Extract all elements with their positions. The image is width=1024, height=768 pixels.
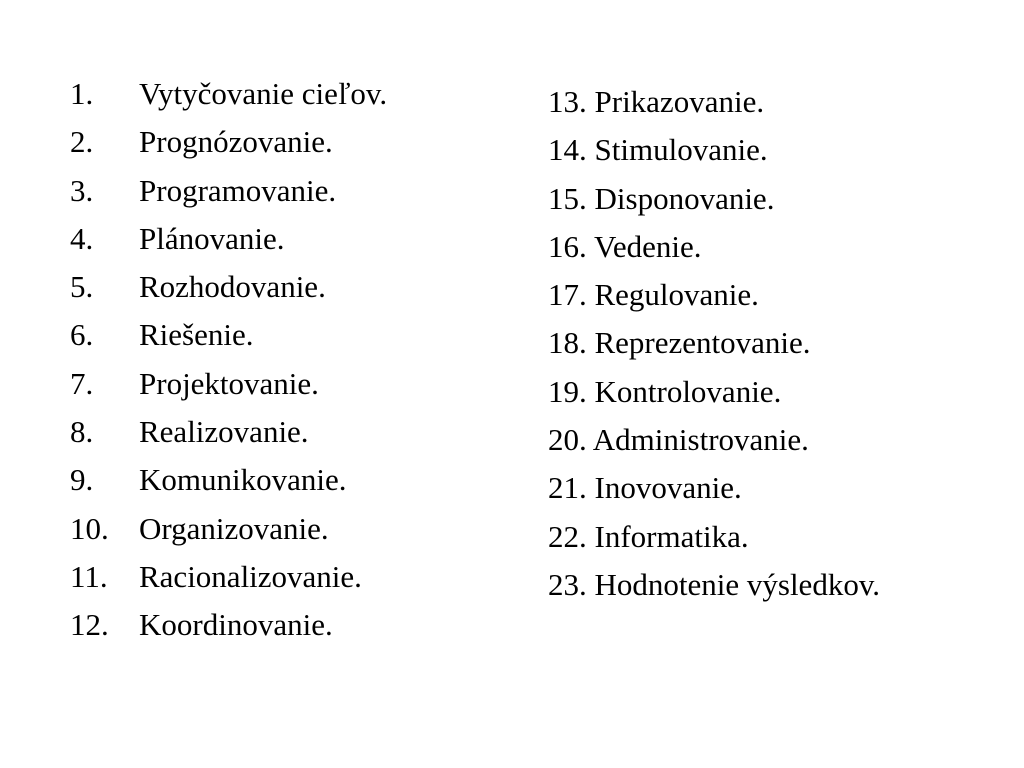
- item-number: 21.: [548, 470, 587, 506]
- list-item: [70, 263, 387, 311]
- list-item: [70, 601, 387, 649]
- item-text: Rozhodovanie.: [139, 269, 326, 305]
- item-text: Regulovanie.: [594, 277, 759, 313]
- item-number: 13.: [548, 84, 587, 119]
- item-text: Hodnotenie výsledkov.: [594, 566, 881, 602]
- list-item: [548, 126, 880, 174]
- item-text: Racionalizovanie.: [139, 558, 362, 594]
- item-number: 4.: [70, 220, 94, 256]
- list-item: [548, 464, 880, 512]
- item-number: 10.: [70, 510, 109, 546]
- list-item: [70, 456, 387, 504]
- item-text: Stimulovanie.: [594, 132, 768, 168]
- item-text: Vedenie.: [593, 228, 702, 264]
- item-text: Riešenie.: [139, 317, 254, 353]
- item-text: Vytyčovanie cieľov.: [139, 76, 388, 111]
- item-number: 19.: [548, 373, 587, 409]
- item-text: Programovanie.: [139, 172, 337, 208]
- list-item: [70, 408, 387, 456]
- item-number: 1.: [70, 76, 94, 111]
- list-item: [548, 368, 880, 416]
- numbered-list-right: [548, 78, 880, 609]
- list-item: [548, 561, 880, 609]
- item-text: Disponovanie.: [594, 180, 775, 216]
- item-text: Prognózovanie.: [139, 124, 333, 160]
- item-number: 2.: [70, 124, 94, 160]
- item-text: Reprezentovanie.: [594, 325, 811, 361]
- item-text: Realizovanie.: [139, 414, 309, 450]
- list-item: [548, 513, 880, 561]
- list-item: [70, 311, 387, 359]
- list-item: [70, 505, 387, 553]
- list-item: [70, 118, 387, 166]
- item-number: 20.: [548, 422, 587, 458]
- item-text: Prikazovanie.: [594, 84, 765, 119]
- list-item: [70, 167, 387, 215]
- item-number: 8.: [70, 414, 94, 450]
- item-number: 12.: [70, 607, 109, 643]
- list-item: [70, 215, 387, 263]
- numbered-list-left: [70, 70, 387, 650]
- item-number: 11.: [70, 558, 108, 594]
- list-item: [548, 223, 880, 271]
- item-number: 15.: [548, 180, 587, 216]
- item-number: 23.: [548, 566, 587, 602]
- item-number: 14.: [548, 132, 587, 168]
- list-item: [548, 271, 880, 319]
- item-number: 3.: [70, 172, 94, 208]
- list-item: [548, 319, 880, 367]
- item-text: Projektovanie.: [139, 365, 319, 401]
- item-text: Administrovanie.: [592, 422, 809, 458]
- list-item: [70, 360, 387, 408]
- item-text: Kontrolovanie.: [594, 373, 782, 409]
- item-text: Informatika.: [594, 518, 749, 554]
- item-text: Komunikovanie.: [139, 462, 347, 498]
- item-number: 18.: [548, 325, 587, 361]
- item-number: 9.: [70, 462, 94, 498]
- item-number: 17.: [548, 277, 587, 313]
- item-number: 6.: [70, 317, 94, 353]
- list-item: [548, 416, 880, 464]
- list-item: [548, 175, 880, 223]
- list-item: [70, 70, 387, 118]
- list-item: [70, 553, 387, 601]
- item-text: Inovovanie.: [594, 470, 742, 506]
- list-item: [548, 78, 880, 126]
- item-number: 5.: [70, 269, 94, 305]
- item-number: 16.: [548, 228, 587, 264]
- item-number: 22.: [548, 518, 587, 554]
- item-number: 7.: [70, 365, 94, 401]
- item-text: Organizovanie.: [139, 510, 329, 546]
- item-text: Plánovanie.: [139, 220, 285, 256]
- item-text: Koordinovanie.: [139, 607, 333, 643]
